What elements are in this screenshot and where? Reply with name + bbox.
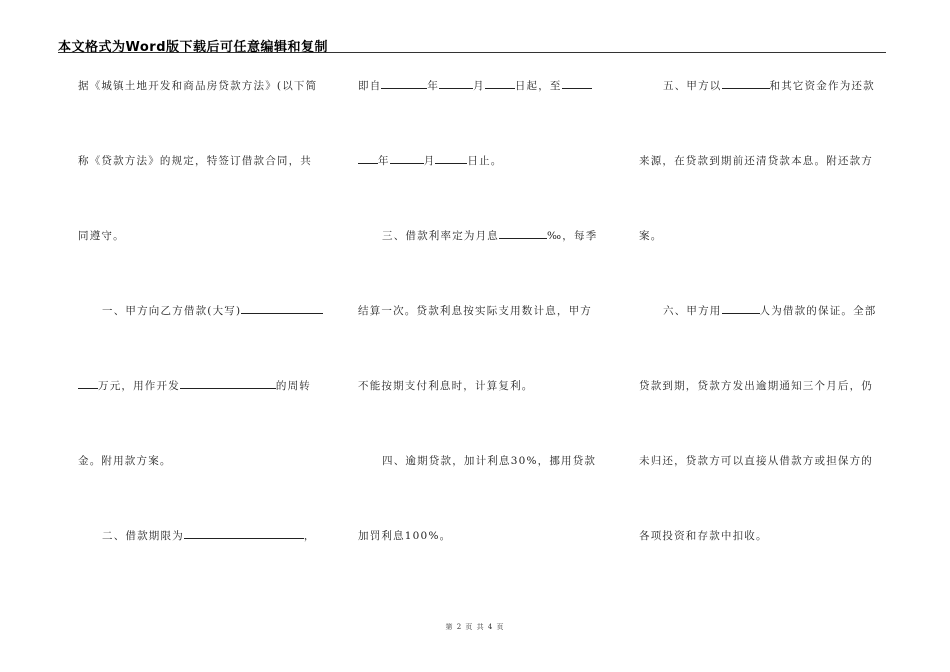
repay-source-text: 和其它资金作为还款 (769, 80, 875, 92)
end-month-text: 月 (423, 155, 436, 167)
blank-start-month (439, 78, 473, 89)
day-start-text: 日起，至 (514, 80, 562, 92)
middle-line-1 (358, 78, 592, 93)
blank-end-month (390, 153, 424, 164)
blank-end-year-b (358, 153, 378, 164)
middle-line-4: 结算一次。贷款利息按实际支用数计息，甲方 (358, 305, 592, 317)
blank-start-year (381, 78, 427, 89)
middle-line-5: 不能按期支付利息时，计算复利。 (358, 380, 534, 392)
blank-purpose (180, 378, 276, 389)
header-title: 本文格式为Word版下载后可任意编辑和复制 (58, 40, 329, 55)
blank-end-year-a (562, 78, 592, 89)
right-line-5: 贷款到期，贷款方发出逾期通知三个月后，仍 (639, 380, 873, 392)
right-line-6: 未归还，贷款方可以直接从借款方或担保方的 (639, 455, 873, 467)
clause-3-text: 三、借款利率定为月息 (382, 230, 499, 242)
clause-2-text: 二、借款期限为 (102, 530, 184, 542)
middle-line-2 (358, 153, 503, 168)
left-line-1: 据《城镇土地开发和商品房贷款方法》(以下简 (78, 80, 318, 92)
clause-2-comma: ， (303, 530, 316, 542)
month-text: 月 (473, 80, 485, 92)
purpose-text: 万元，用作开发 (98, 380, 180, 392)
blank-interest-rate (499, 228, 547, 239)
right-line-1 (663, 78, 875, 93)
middle-line-7: 加罚利息100%。 (358, 530, 452, 542)
clause-6-text: 六、甲方用 (663, 305, 722, 317)
end-day-text: 日止。 (467, 155, 503, 167)
blank-repay-source (722, 78, 770, 89)
left-line-7 (102, 528, 316, 543)
right-line-2: 来源，在贷款到期前还清贷款本息。附还款方 (639, 155, 873, 167)
left-line-4 (102, 303, 323, 318)
end-year-text: 年 (378, 155, 390, 167)
clause-1-text: 一、甲方向乙方借款(大写) (102, 305, 242, 317)
left-line-3: 同遵守。 (78, 230, 125, 242)
middle-line-6: 四、逾期贷款，加计利息30%，挪用贷款 (382, 455, 597, 467)
turnover-text: 的周转 (275, 380, 312, 392)
right-line-4 (663, 303, 877, 318)
year-text: 年 (427, 80, 440, 92)
page-number: 第 2 页 共 4 页 (445, 623, 505, 631)
permille-text: ‰，每季 (547, 230, 598, 242)
left-line-2: 称《贷款方法》的规定，特签订借款合同，共 (78, 155, 312, 167)
right-line-3: 案。 (639, 230, 663, 242)
left-line-6: 金。附用款方案。 (78, 455, 172, 467)
left-line-5 (78, 378, 311, 393)
blank-guarantor (722, 303, 760, 314)
right-line-7: 各项投资和存款中扣收。 (639, 530, 768, 542)
from-text: 即自 (358, 80, 382, 92)
blank-amount-wan (78, 378, 98, 389)
blank-end-day (435, 153, 467, 164)
blank-amount-words (241, 303, 323, 314)
middle-line-3 (382, 228, 597, 243)
header-divider (58, 52, 886, 53)
clause-5-text: 五、甲方以 (663, 80, 722, 92)
guarantor-text: 人为借款的保证。全部 (759, 305, 877, 317)
blank-term (184, 528, 304, 539)
blank-start-day (485, 78, 515, 89)
